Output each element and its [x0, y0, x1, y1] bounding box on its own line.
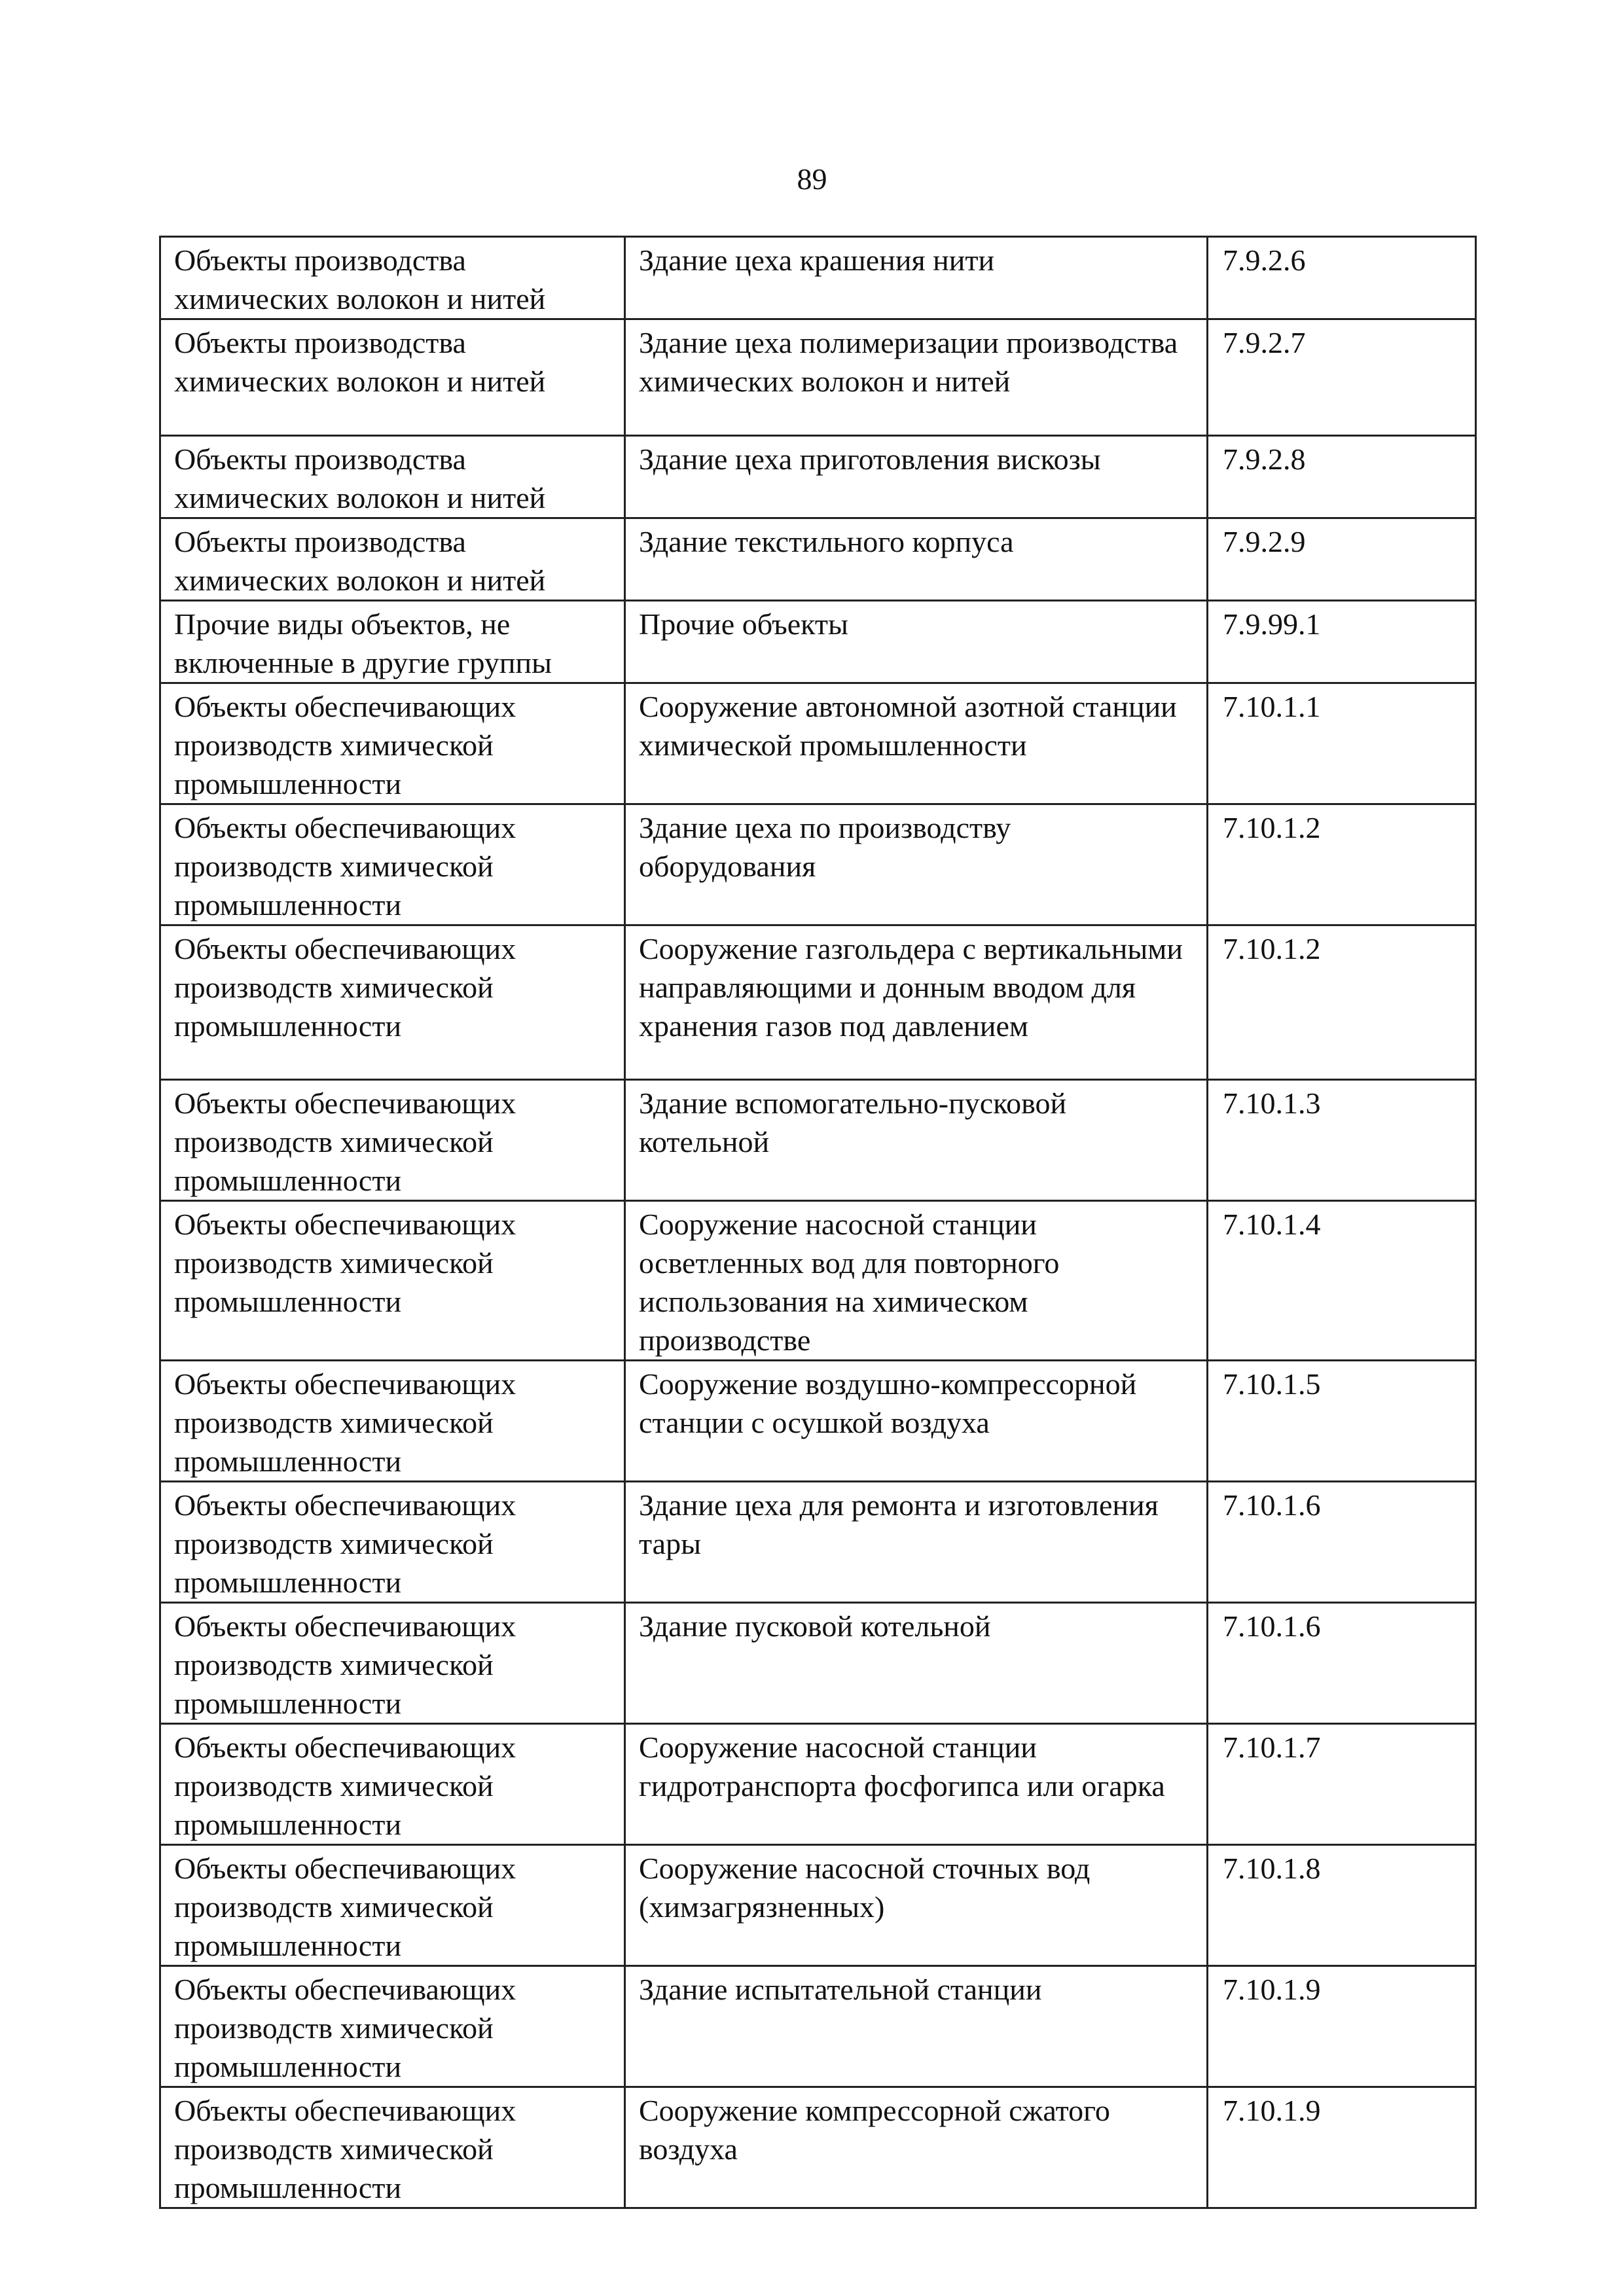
table-row	[160, 1361, 1476, 1482]
object-cell: Здание текстильного корпуса	[625, 518, 1208, 601]
object-cell: Здание цеха полимеризации производства химических волокон и нитей	[625, 319, 1208, 436]
code-cell: 7.10.1.2	[1208, 804, 1476, 925]
classification-table	[159, 236, 1477, 2209]
group-cell: Объекты обеспечивающих производств химической промышленности	[160, 1201, 625, 1361]
code-cell: 7.9.99.1	[1208, 601, 1476, 683]
object-cell: Здание пусковой котельной	[625, 1603, 1208, 1724]
group-cell: Объекты обеспечивающих производств химической промышленности	[160, 1482, 625, 1603]
code-cell: 7.10.1.7	[1208, 1724, 1476, 1845]
table-row	[160, 518, 1476, 601]
table-row	[160, 601, 1476, 683]
group-cell: Объекты производства химических волокон и нитей	[160, 436, 625, 518]
table-row	[160, 1482, 1476, 1603]
table-row	[160, 436, 1476, 518]
object-cell: Здание цеха крашения нити	[625, 237, 1208, 319]
object-cell: Сооружение автономной азотной станции химической промышленности	[625, 683, 1208, 804]
object-cell: Здание цеха по производству оборудования	[625, 804, 1208, 925]
object-cell: Здание вспомогательно-пусковой котельной	[625, 1080, 1208, 1201]
code-cell: 7.10.1.9	[1208, 1966, 1476, 2087]
object-cell: Сооружение воздушно-компрессорной станции с осушкой воздуха	[625, 1361, 1208, 1482]
group-cell: Прочие виды объектов, не включенные в другие группы	[160, 601, 625, 683]
table-row	[160, 2087, 1476, 2208]
page-number: 89	[797, 162, 827, 196]
group-cell: Объекты обеспечивающих производств химической промышленности	[160, 1966, 625, 2087]
group-cell: Объекты обеспечивающих производств химической промышленности	[160, 1080, 625, 1201]
table-row	[160, 1845, 1476, 1966]
code-cell: 7.9.2.9	[1208, 518, 1476, 601]
object-cell: Сооружение газгольдера с вертикальными направляющими и донным вводом для хранения газов под давлением	[625, 925, 1208, 1080]
code-cell: 7.10.1.5	[1208, 1361, 1476, 1482]
group-cell: Объекты производства химических волокон и нитей	[160, 518, 625, 601]
object-cell: Сооружение насосной станции гидротранспорта фосфогипса или огарка	[625, 1724, 1208, 1845]
code-cell: 7.10.1.1	[1208, 683, 1476, 804]
group-cell: Объекты обеспечивающих производств химической промышленности	[160, 683, 625, 804]
group-cell: Объекты обеспечивающих производств химической промышленности	[160, 1845, 625, 1966]
group-cell: Объекты обеспечивающих производств химической промышленности	[160, 1361, 625, 1482]
table-row	[160, 1201, 1476, 1361]
group-cell: Объекты обеспечивающих производств химической промышленности	[160, 1724, 625, 1845]
group-cell: Объекты обеспечивающих производств химической промышленности	[160, 2087, 625, 2208]
table-row	[160, 1603, 1476, 1724]
code-cell: 7.9.2.7	[1208, 319, 1476, 436]
code-cell: 7.10.1.9	[1208, 2087, 1476, 2208]
table-row	[160, 1724, 1476, 1845]
code-cell: 7.10.1.6	[1208, 1603, 1476, 1724]
group-cell: Объекты обеспечивающих производств химической промышленности	[160, 1603, 625, 1724]
object-cell: Здание цеха приготовления вискозы	[625, 436, 1208, 518]
table-row	[160, 319, 1476, 436]
group-cell: Объекты производства химических волокон и нитей	[160, 319, 625, 436]
code-cell: 7.10.1.8	[1208, 1845, 1476, 1966]
code-cell: 7.9.2.8	[1208, 436, 1476, 518]
code-cell: 7.10.1.6	[1208, 1482, 1476, 1603]
table-row	[160, 804, 1476, 925]
table-row	[160, 1966, 1476, 2087]
object-cell: Сооружение насосной станции осветленных вод для повторного использования на химическом производстве	[625, 1201, 1208, 1361]
group-cell: Объекты обеспечивающих производств химической промышленности	[160, 804, 625, 925]
object-cell: Сооружение компрессорной сжатого воздуха	[625, 2087, 1208, 2208]
code-cell: 7.10.1.4	[1208, 1201, 1476, 1361]
table-row	[160, 925, 1476, 1080]
table-row	[160, 1080, 1476, 1201]
object-cell: Здание цеха для ремонта и изготовления тары	[625, 1482, 1208, 1603]
code-cell: 7.10.1.2	[1208, 925, 1476, 1080]
table-row	[160, 683, 1476, 804]
group-cell: Объекты обеспечивающих производств химической промышленности	[160, 925, 625, 1080]
code-cell: 7.9.2.6	[1208, 237, 1476, 319]
object-cell: Прочие объекты	[625, 601, 1208, 683]
group-cell: Объекты производства химических волокон и нитей	[160, 237, 625, 319]
table-row	[160, 237, 1476, 319]
code-cell: 7.10.1.3	[1208, 1080, 1476, 1201]
object-cell: Здание испытательной станции	[625, 1966, 1208, 2087]
object-cell: Сооружение насосной сточных вод (химзагрязненных)	[625, 1845, 1208, 1966]
